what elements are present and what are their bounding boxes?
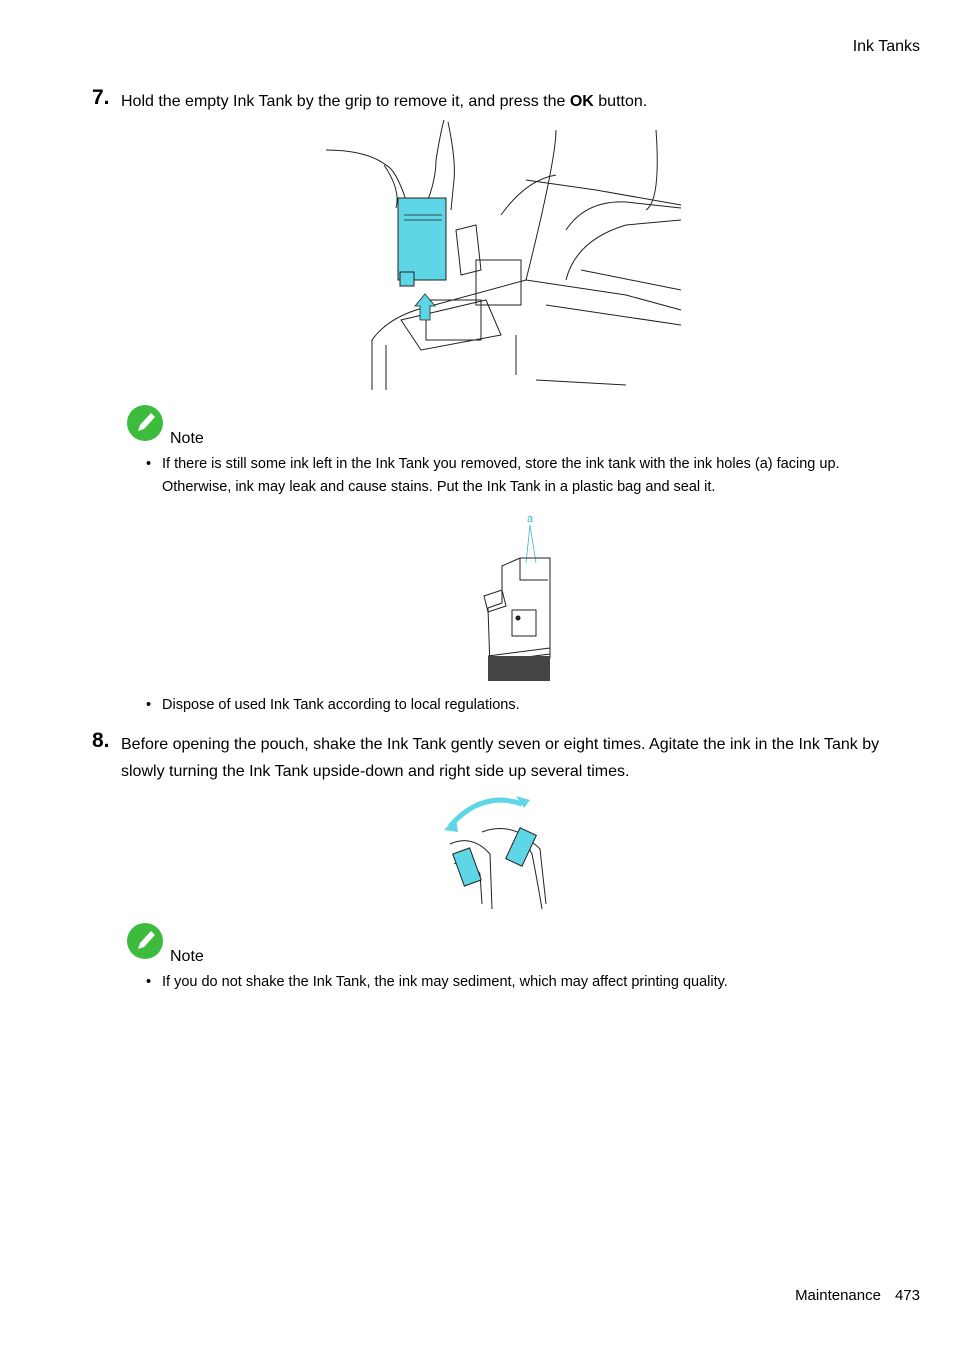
ok-button-label: OK (569, 93, 594, 110)
header-section-title: Ink Tanks (852, 38, 920, 55)
note-bullet-text: If there is still some ink left in the Ink Tank you removed, store the ink tank with the ink holes (a) facing up. Otherwise, ink may leak and cause stains. Put the Ink Tank in a plastic bag and seal it. (162, 456, 840, 495)
page-number: 473 (894, 1287, 920, 1304)
step-text-after: button. (593, 93, 648, 110)
step-text: Before opening the pouch, shake the Ink Tank gently seven or eight times. Agitate the ink in the Ink Tank by slowly turning the Ink Tank upside-down and right side up several times. (121, 736, 880, 780)
bullet-icon: • (146, 697, 152, 713)
note-bullet-text: If you do not shake the Ink Tank, the ink may sediment, which may affect printing quality. (162, 974, 728, 990)
ink-hole-callout: a (527, 513, 534, 525)
printer-ink-removal-figure (326, 120, 686, 392)
page-footer (795, 1287, 920, 1304)
note-label: Note (170, 948, 204, 965)
footer-chapter: Maintenance (795, 1287, 881, 1304)
step-8 (92, 731, 892, 785)
step-number: 7. (92, 86, 110, 109)
step-number: 8. (92, 729, 110, 752)
note-bullet-text: Dispose of used Ink Tank according to local regulations. (162, 697, 520, 713)
bullet-icon: • (146, 456, 152, 472)
note-label: Note (170, 430, 204, 447)
step-text-before: Hold the empty Ink Tank by the grip to remove it, and press the (121, 93, 570, 110)
note-bullet (146, 694, 866, 717)
step-text (121, 88, 892, 115)
note-bullet (146, 453, 866, 499)
ink-tank-holes-figure (480, 508, 560, 688)
pencil-note-icon (126, 922, 164, 960)
pencil-note-icon (126, 404, 164, 442)
step-7 (92, 88, 892, 115)
shake-ink-tank-figure (442, 794, 558, 910)
bullet-icon: • (146, 974, 152, 990)
note-bullet (146, 971, 866, 994)
